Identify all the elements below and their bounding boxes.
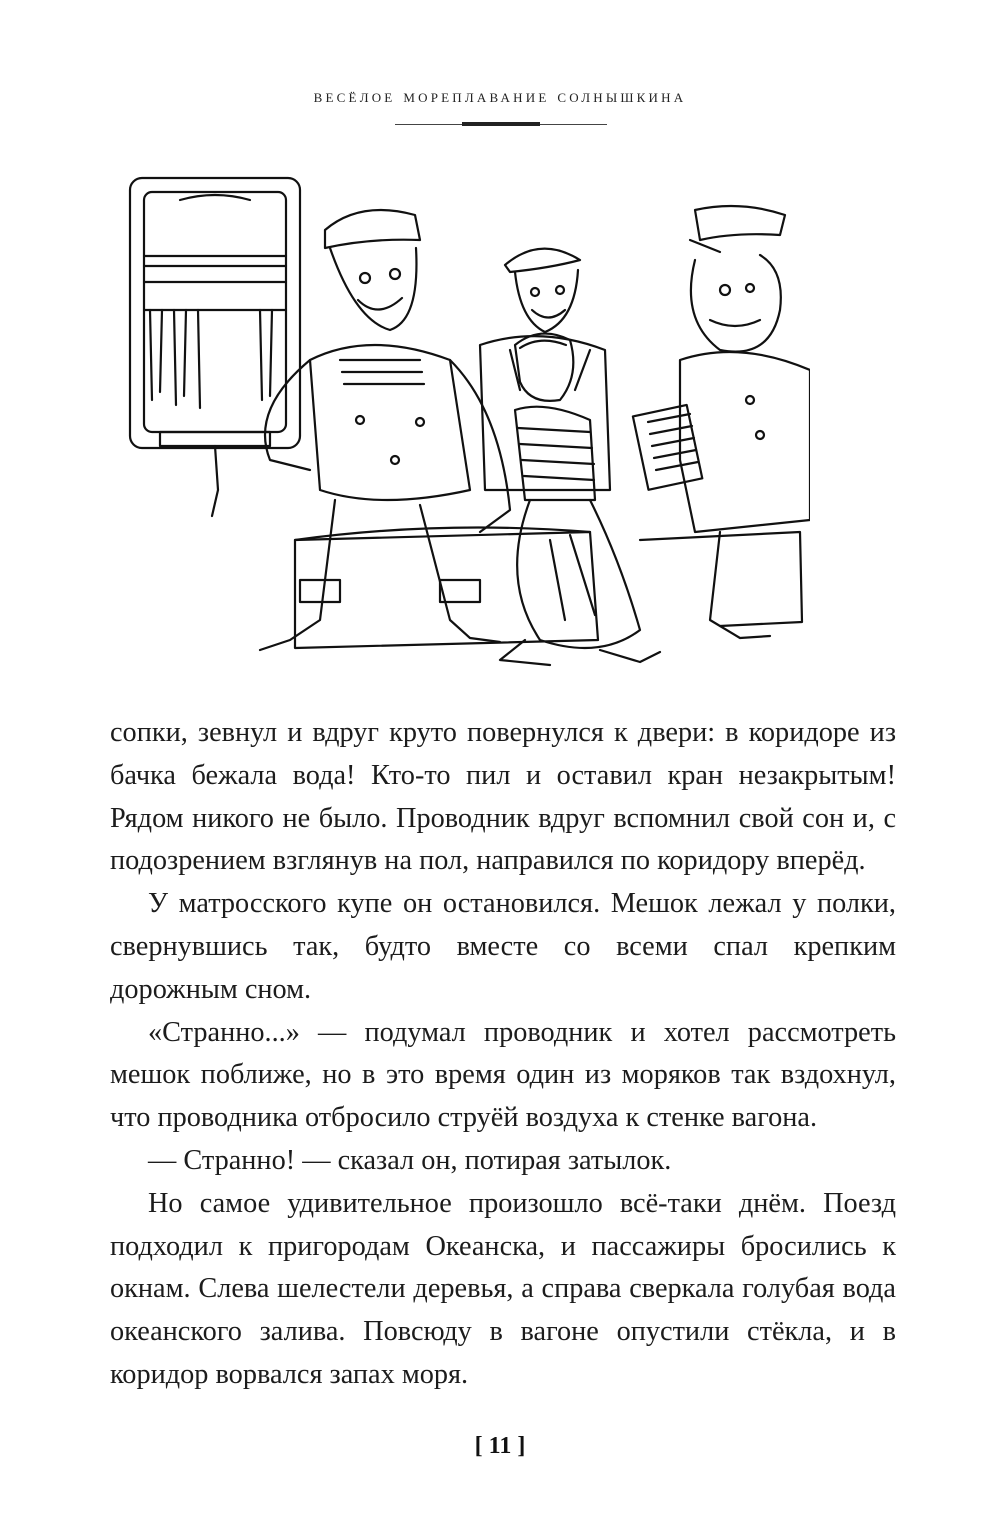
- head-rule-accent: [462, 122, 540, 126]
- illustration-train-compartment: [120, 160, 810, 690]
- boy-figure: [500, 334, 660, 665]
- sailor-figure: [260, 210, 510, 650]
- paragraph: Но самое удивительное произошло всё-таки днём. Поезд подходил к пригородам Океанска, и пассажиры бросились к окнам. Слева шелестели деревья, а справа сверкала голубая вода океанского залива. Повсюду в вагоне опустили стёкла, и в коридор ворвался запах моря.: [110, 1187, 896, 1390]
- page-number: [ 11 ]: [474, 1433, 526, 1459]
- window-frame: [130, 178, 300, 516]
- running-head: весёлое мореплавание солнышкина: [313, 86, 687, 107]
- body-text: [110, 712, 896, 1397]
- paragraph: У матросского купе он остановился. Мешок лежал у полки, свернувшись так, будто вместе со всеми спал крепким дорожным сном.: [110, 888, 896, 1005]
- paragraph: сопки, зевнул и вдруг круто повернулся к двери: в коридоре из бачка бежала вода! Кто-то пил и оставил кран незакрытым! Рядом никого не было. Проводник вдруг вспомнил свой сон и, с подозрением взглянув на пол, направился по коридору вперёд.: [110, 717, 896, 877]
- paragraph: — Странно! — сказал он, потирая затылок.: [148, 1144, 672, 1176]
- conductor-figure: [633, 206, 810, 638]
- paragraph: «Странно...» — подумал проводник и хотел рассмотреть мешок поближе, но в это время один из моряков так вздохнул, что проводника отбросило струёй воздуха к стенке вагона.: [110, 1016, 896, 1134]
